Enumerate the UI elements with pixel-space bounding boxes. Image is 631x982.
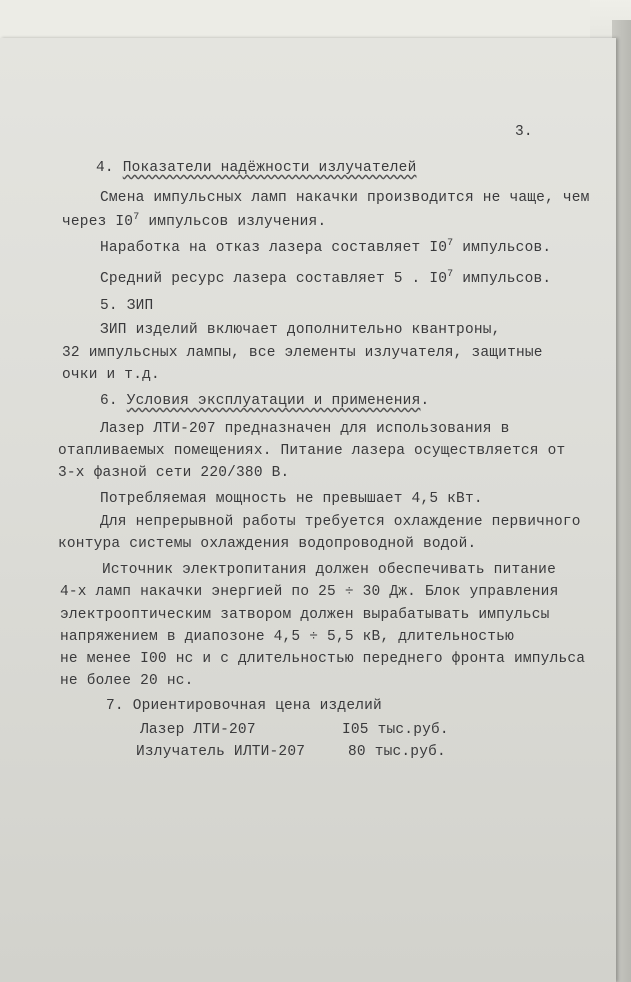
section-6-p4-line1: Источник электропитания должен обеспечивать питание: [102, 562, 556, 578]
section-4-title: Показатели надёжности излучателей: [122, 160, 417, 176]
section-6-p4-line2: 4-х ламп накачки энергией по 25 ÷ 30 Дж. Блок управления: [60, 584, 559, 600]
page-number: 3.: [515, 124, 533, 140]
section-6-p4-line5: не менее I00 нс и с длительностью переднего фронта импульса: [60, 651, 586, 667]
price-item-1: Лазер ЛТИ-207: [140, 722, 256, 738]
section-6-p4-line4: напряжением в диапозоне 4,5 ÷ 5,5 кВ, длительностью: [60, 629, 514, 645]
section-5-heading: 5. ЗИП: [100, 298, 154, 314]
section-6-number: 6.: [100, 393, 118, 409]
section-6-p1-line2: отапливаемых помещениях. Питание лазера осуществляется от: [58, 443, 566, 459]
price-value-2: 80 тыс.руб.: [348, 744, 446, 760]
section-5-line2: 32 импульсных лампы, все элементы излучателя, защитные: [62, 345, 543, 361]
section-4-number: 4.: [96, 160, 114, 176]
section-6-p3-line1: Для непрерывной работы требуется охлаждение первичного: [100, 514, 581, 530]
background-sheet-top: [0, 0, 590, 41]
section-6-title: Условия эксплуатации и применения: [126, 393, 421, 409]
price-item-2: Излучатель ИЛТИ-207: [136, 744, 306, 760]
section-7-heading: 7. Ориентировочная цена изделий: [106, 698, 382, 714]
section-5-line1: ЗИП изделий включает дополнительно квантроны,: [100, 322, 501, 338]
section-4-heading: [96, 160, 416, 176]
section-6-p1-line1: Лазер ЛТИ-207 предназначен для использования в: [100, 421, 510, 437]
section-6-p2: Потребляемая мощность не превышает 4,5 кВт.: [100, 491, 483, 507]
section-6-p4-line3: электрооптическим затвором должен вырабатывать импульсы: [60, 607, 550, 623]
section-6-p3-line2: контура системы охлаждения водопроводной водой.: [58, 536, 477, 552]
section-4-p1-line2: через $I0^7$ импульсов излучения.: [62, 212, 327, 230]
document-page: [0, 38, 616, 982]
section-4-p3: Средний ресурс лазера составляет 5 . $I0^7$ импульсов.: [100, 269, 552, 287]
section-4-p1-line1: Смена импульсных ламп накачки производится не чаще, чем: [100, 190, 590, 206]
section-6-p4-line6: не более 20 нс.: [60, 673, 194, 689]
section-4-p2: Наработка на отказ лазера составляет $I0^7$ импульсов.: [100, 238, 552, 256]
section-6-heading: 6. Условия эксплуатации и применения.: [100, 393, 430, 409]
section-5-line3: очки и т.д.: [62, 367, 160, 383]
section-6-p1-line3: 3-х фазной сети 220/380 В.: [58, 465, 290, 481]
price-value-1: I05 тыс.руб.: [342, 722, 449, 738]
